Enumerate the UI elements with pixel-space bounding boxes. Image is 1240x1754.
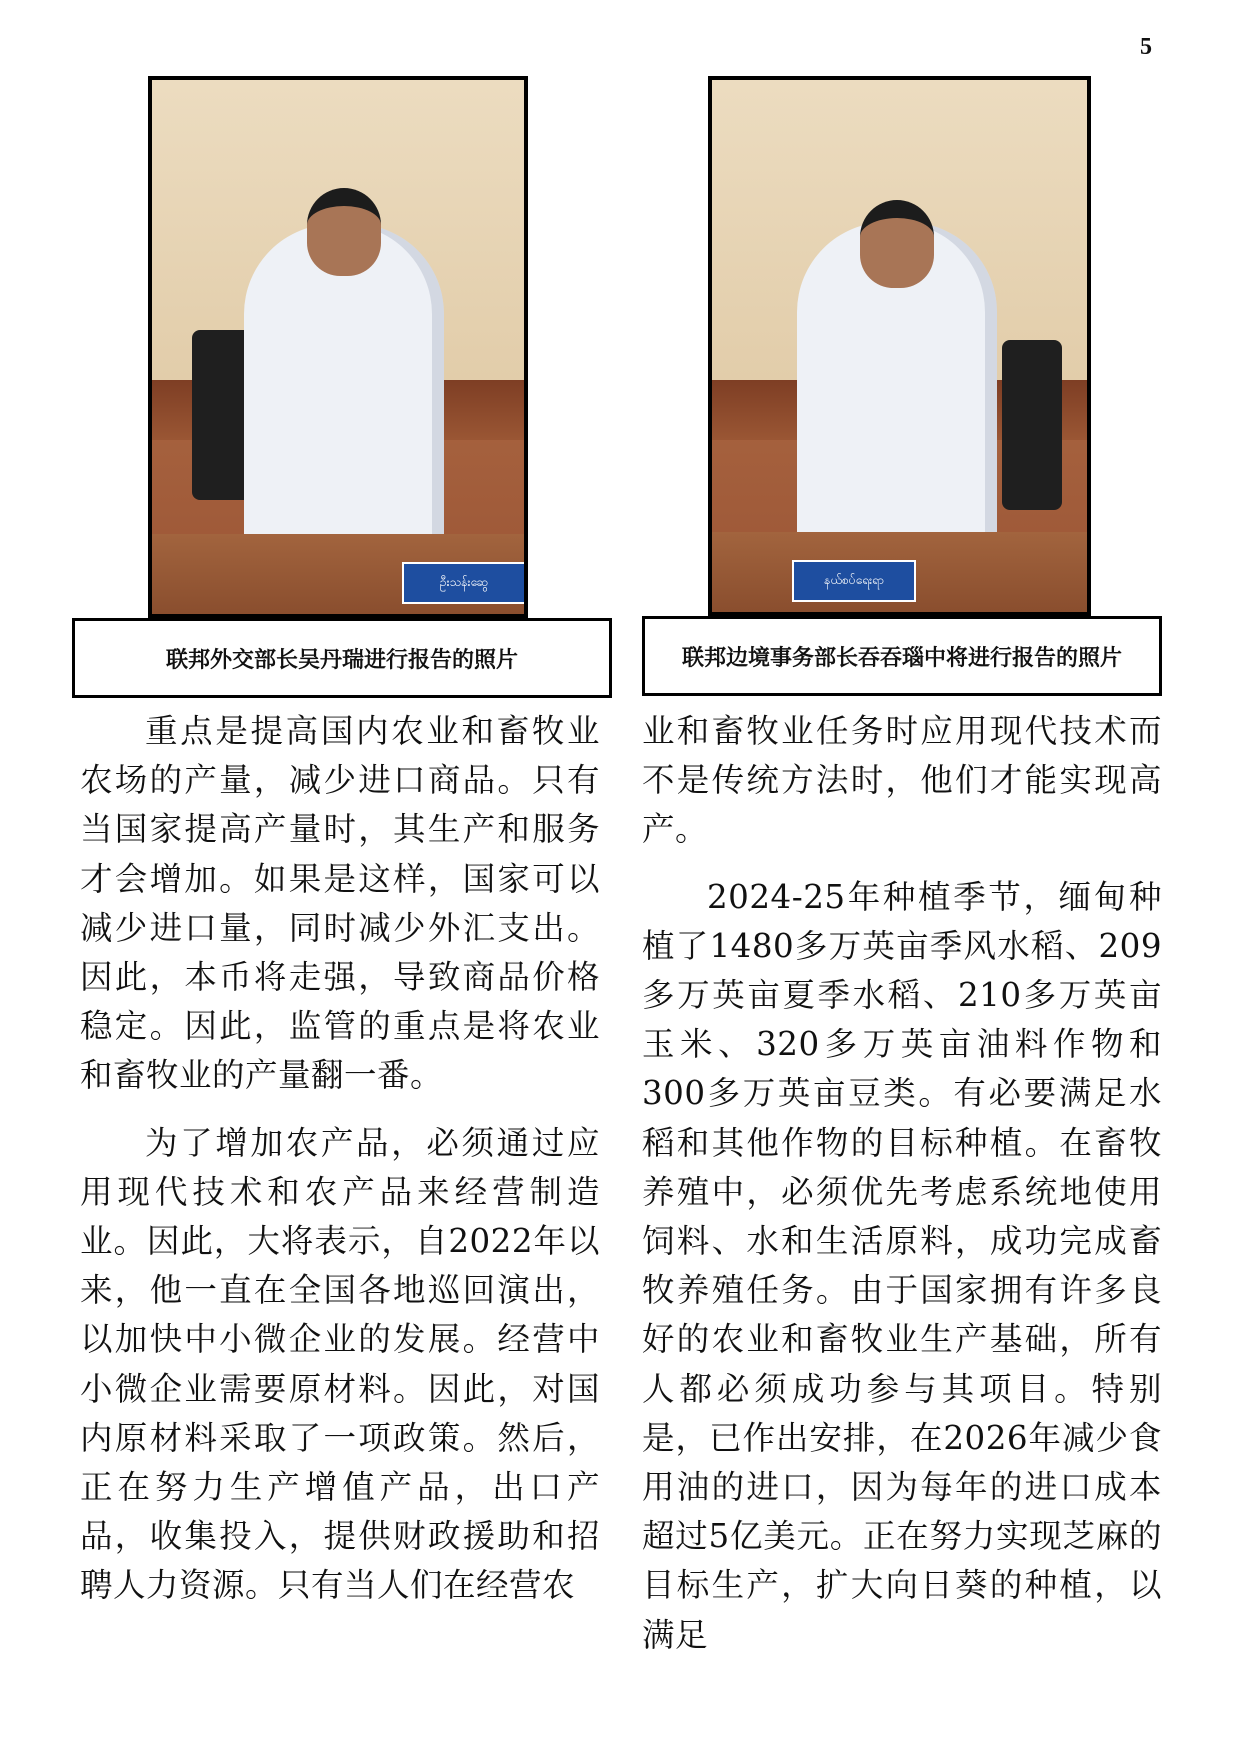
- photo-caption-left: 联邦外交部长吴丹瑞进行报告的照片: [72, 618, 612, 698]
- body-column-left: [80, 707, 600, 1611]
- photo-person-head: [307, 188, 381, 276]
- photo-chair: [192, 330, 252, 500]
- photo-nameplate: ဦးသန်းဆွေ: [402, 562, 526, 604]
- page-number: 5: [1140, 34, 1152, 60]
- body-paragraph: 业和畜牧业任务时应用现代技术而不是传统方法时，他们才能实现高产。: [642, 712, 1162, 849]
- photo-caption-right: 联邦边境事务部长吞吞瑙中将进行报告的照片: [642, 616, 1162, 696]
- body-paragraph: 为了增加农产品，必须通过应用现代技术和农产品来经营制造业。因此，大将表示，自2022年以来，他一直在全国各地巡回演出，以加快中小微企业的发展。经营中小微企业需要原材料。因此，对国内原材料采取了一项政策。然后，正在努力生产增值产品，出口产品，收集投入，提供财政援助和招聘人力资源。只有当人们在经营农: [80, 1123, 600, 1605]
- body-column-right: [642, 707, 1162, 1660]
- photo-person-head: [860, 200, 934, 288]
- body-paragraph: 2024-25年种植季节，缅甸种植了1480多万英亩季风水稻、209多万英亩夏季水稻、210多万英亩玉米、320多万英亩油料作物和300多万英亩豆类。有必要满足水稻和其他作物的目标种植。在畜牧养殖中，必须优先考虑系统地使用饲料、水和生活原料，成功完成畜牧养殖任务。由于国家拥有许多良好的农业和畜牧业生产基础，所有人都必须成功参与其项目。特别是，已作出安排，在2026年减少食用油的进口，因为每年的进口成本超过5亿美元。正在努力实现芝麻的目标生产，扩大向日葵的种植，以满足: [642, 877, 1162, 1654]
- photo-nameplate: နယ်စပ်ရေးရာ: [792, 560, 916, 602]
- photo-foreign-minister: [148, 76, 528, 618]
- body-paragraph: 重点是提高国内农业和畜牧业农场的产量，减少进口商品。只有当国家提高产量时，其生产和服务才会增加。如果是这样，国家可以减少进口量，同时减少外汇支出。因此，本币将走强，导致商品价格稳定。因此，监管的重点是将农业和畜牧业的产量翻一番。: [80, 712, 600, 1095]
- photo-border-affairs-minister: [708, 76, 1091, 616]
- photo-chair: [1002, 340, 1062, 510]
